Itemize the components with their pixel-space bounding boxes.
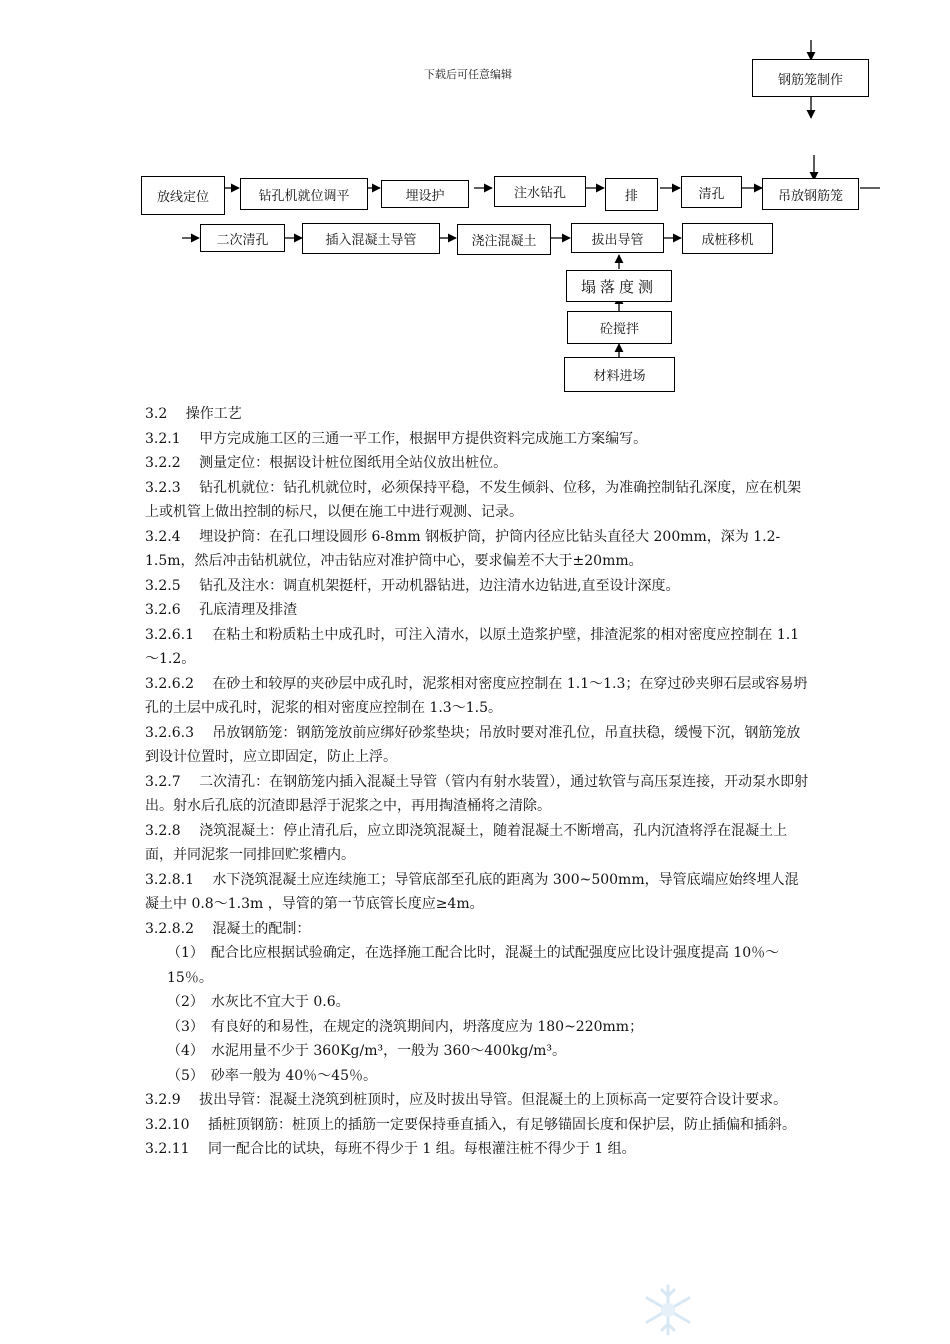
body-text xyxy=(145,402,810,1162)
paragraph: 3.2.10 插桩顶钢筋：桩顶上的插筋一定要保持垂直插入，有足够锚固长度和保护层，防止插偏和插斜。 xyxy=(145,1116,796,1133)
header-note: 下载后可任意编辑 xyxy=(424,68,512,81)
paragraph: 3.2.9 拔出导管：混凝土浇筑到桩顶时，应及时拔出导管。但混凝土的上顶标高一定要符合设计要求。 xyxy=(145,1092,788,1108)
box-clean-hole: 清孔 xyxy=(681,176,742,208)
paragraph: 3.2.6.3 吊放钢筋笼：钢筋笼放前应绑好砂浆垫块；吊放时要对准孔位，吊直扶稳，缓慢下沉，钢筋笼放到设计位置时，应立即固定，防止上浮。 xyxy=(145,724,801,765)
box-steel-cage-making: 钢筋笼制作 xyxy=(752,59,869,97)
box-bury-casing: 埋设护 xyxy=(381,180,469,208)
box-drill-positioning: 钻孔机就位调平 xyxy=(240,178,368,210)
box-layout-positioning: 放线定位 xyxy=(141,176,225,215)
paragraph: 3.2.8.2 混凝土的配制： xyxy=(145,920,311,937)
paragraph: 3.2.8.1 水下浇筑混凝土应连续施工；导管底部至孔底的距离为 300~500mm，导管底端应始终埋人混凝土中 0.8～1.3m ，导管的第一节底管长度应≥4m。 xyxy=(145,871,799,912)
box-discharge: 排 xyxy=(605,178,658,211)
sub-item: （4） 水泥用量不少于 360Kg/m³，一般为 360～400kg/m³。 xyxy=(167,1043,567,1059)
paragraph: 3.2.2 测量定位：根据设计桩位图纸用全站仪放出桩位。 xyxy=(145,455,508,471)
paragraph: 3.2.3 钻孔机就位：钻孔机就位时，必须保持平稳，不发生倾斜、位移，为准确控制钻孔深度，应在机架上或机管上做出控制的标尺，以便在施工中进行观测、记录。 xyxy=(145,479,802,520)
box-concrete-mix: 砼搅拌 xyxy=(567,311,672,344)
paragraph: 3.2.5 钻孔及注水：调直机架挺杆，开动机器钻进，边注清水边钻进,直至设计深度。 xyxy=(145,577,680,594)
paragraph: 3.2.8 浇筑混凝土：停止清孔后，应立即浇筑混凝土，随着混凝土不断增高，孔内沉渣将浮在混凝土上面，并同泥浆一同排回贮浆槽内。 xyxy=(145,822,788,863)
paragraph: 3.2.1 甲方完成施工区的三通一平工作，根据甲方提供资料完成施工方案编写。 xyxy=(145,430,648,447)
paragraph: 3.2 操作工艺 xyxy=(145,406,242,422)
box-slump-test: 塌落度测 xyxy=(566,270,672,302)
box-insert-pipe: 插入混凝土导管 xyxy=(302,223,440,254)
sub-item: （5） 砂率一般为 40％～45％。 xyxy=(167,1067,377,1084)
sub-item: （3） 有良好的和易性，在规定的浇筑期间内，坍落度应为 180~220mm； xyxy=(167,1018,644,1035)
snowflake-icon xyxy=(640,1282,696,1338)
box-pull-pipe: 拔出导管 xyxy=(571,223,664,253)
paragraph: 3.2.7 二次清孔：在钢筋笼内插入混凝土导管（管内有射水装置），通过软管与高压泵连接，开动泵水即射出。射水后孔底的沉渣即悬浮于泥浆之中，再用掏渣桶将之清除。 xyxy=(145,773,809,814)
paragraph: 3.2.6.2 在砂土和较厚的夹砂层中成孔时，泥浆相对密度应控制在 1.1～1.3；在穿过砂夹卵石层或容易坍孔的土层中成孔时，泥浆的相对密度应控制在 1.3～1.5。 xyxy=(145,675,808,716)
paragraph: 3.2.4 埋设护筒：在孔口埋设圆形 6-8mm 钢板护筒，护筒内径应比钻头直径大 200mm，深为 1.2-1.5m，然后冲击钻机就位，冲击钻应对准护筒中心，要求偏差不大于±20mm。 xyxy=(145,528,781,569)
paragraph: 3.2.6 孔底清理及排渣 xyxy=(145,602,298,618)
box-pour-concrete: 浇注混凝土 xyxy=(457,224,551,255)
paragraph: 3.2.6.1 在粘土和粉质粘土中成孔时，可注入清水，以原土造浆护壁，排渣泥浆的相对密度应控制在 1.1～1.2。 xyxy=(145,626,800,667)
sub-item: （1） 配合比应根据试验确定，在选择施工配合比时，混凝土的试配强度应比设计强度提高 10％～15％。 xyxy=(167,945,780,986)
sub-item: （2） 水灰比不宜大于 0.6。 xyxy=(167,994,350,1010)
paragraph: 3.2.11 同一配合比的试块，每班不得少于 1 组。每根灌注桩不得少于 1 组。 xyxy=(145,1141,636,1157)
box-pile-move: 成桩移机 xyxy=(682,223,773,254)
box-lift-cage: 吊放钢筋笼 xyxy=(762,178,859,210)
box-second-clean: 二次清孔 xyxy=(200,224,285,252)
box-water-drilling: 注水钻孔 xyxy=(494,176,586,207)
box-material-entry: 材料进场 xyxy=(564,357,675,392)
